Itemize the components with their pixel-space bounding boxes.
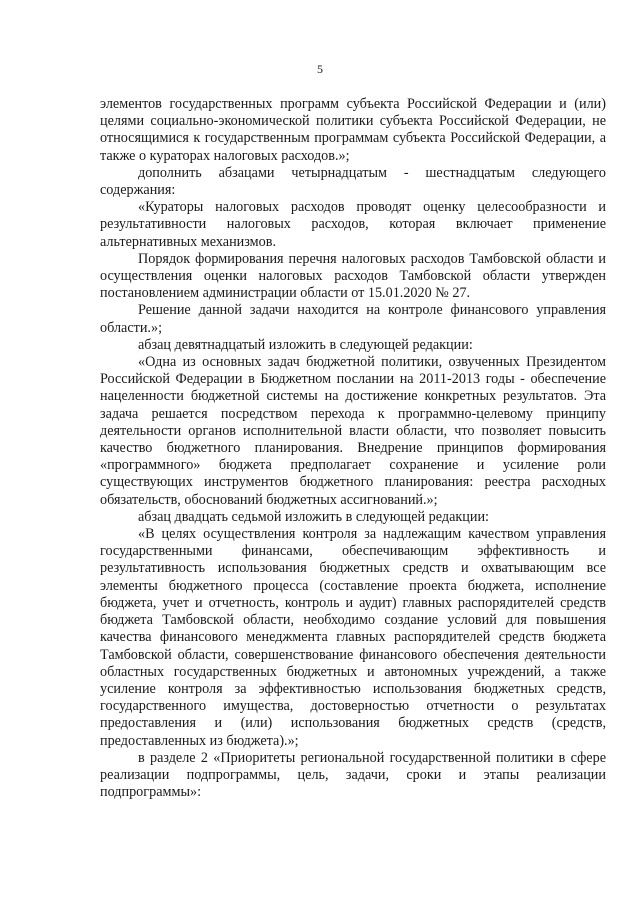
paragraph: дополнить абзацами четырнадцатым - шестнадцатым следующего содержания: xyxy=(100,164,606,199)
paragraph: в разделе 2 «Приоритеты региональной государственной политики в сфере реализации подпрограммы, цель, задачи, сроки и этапы реализации подпрограммы»: xyxy=(100,749,606,801)
paragraph: абзац двадцать седьмой изложить в следующей редакции: xyxy=(138,508,489,525)
document-body xyxy=(100,96,606,801)
paragraph: элементов государственных программ субъекта Российской Федерации и (или) целями социально-экономической политики субъекта Российской Федерации, не относящимися к государственным программам субъекта Российской Федерации, а также о кураторах налоговых расходов.»; xyxy=(100,96,606,164)
paragraph: «Кураторы налоговых расходов проводят оценку целесообразности и результативности налоговых расходов, которая включает применение альтернативных механизмов. xyxy=(100,199,606,250)
paragraph: «Одна из основных задач бюджетной политики, озвученных Президентом Российской Федерации в Бюджетном послании на 2011-2013 годы - обеспечение нацеленности бюджетной системы на достижение конкретных результатов. Эта задача решается посредством перехода к программно-целевому принципу деятельности органов исполнительной власти области, что позволяет повысить качество бюджетного планирования. Внедрение принципов формирования «программного» бюджета предполагает сохранение и усиление роли существующих инструментов бюджетного планирования: реестра расходных обязательств, обоснований бюджетных ассигнований.»; xyxy=(100,354,606,508)
page-number: 5 xyxy=(317,62,323,76)
paragraph: Порядок формирования перечня налоговых расходов Тамбовской области и осуществления оценки налоговых расходов Тамбовской области утвержден постановлением администрации области от 15.01.2020 № 27. xyxy=(100,250,606,302)
paragraph: Решение данной задачи находится на контроле финансового управления области.»; xyxy=(100,302,606,336)
paragraph: «В целях осуществления контроля за надлежащим качеством управления государственными финансами, обеспечивающим эффективность и результативность использования бюджетных средств и охватывающим все элементы бюджетного процесса (составление проекта бюджета, исполнение бюджета, учет и отчетность, контроль и аудит) главных распорядителей средств бюджета Тамбовской области, необходимо создание условий для повышения качества финансового менеджмента главных распорядителей средств бюджета Тамбовской области, совершенствование финансового обеспечения деятельности областных государственных бюджетных и автономных учреждений, а также усиление контроля за эффективностью использования бюджетных средств, государственного имущества, достоверностью отчетности о результатах предоставления и (или) использования бюджетных средств (средств, предоставленных из бюджета).»; xyxy=(100,526,606,749)
paragraph: абзац девятнадцатый изложить в следующей редакции: xyxy=(138,336,473,353)
